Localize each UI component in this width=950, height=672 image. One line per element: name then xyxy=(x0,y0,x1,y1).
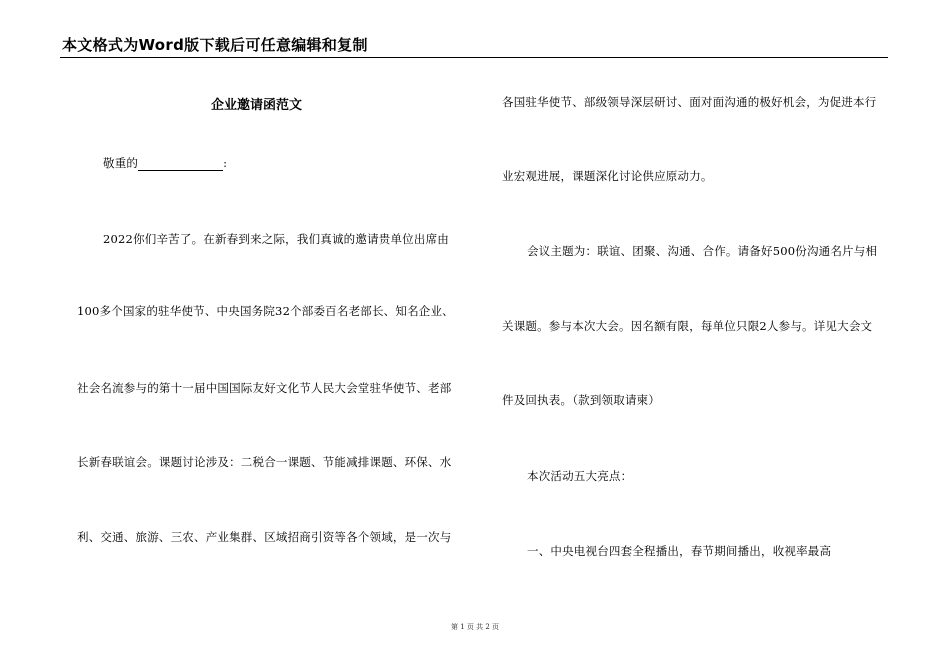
body-line-right-2: 业宏观进展，课题深化讨论供应原动力。 xyxy=(502,169,713,183)
salutation xyxy=(103,155,227,171)
body-line-left-4: 长新春联谊会。课题讨论涉及：二税合一课题、节能减排课题、环保、水 xyxy=(77,455,452,469)
body-line-right-6: 本次活动五大亮点： xyxy=(527,469,633,483)
document-title: 企业邀请函范文 xyxy=(211,98,303,113)
page-footer: 第 1 页 共 2 页 xyxy=(450,623,500,631)
body-line-right-7: 一、中央电视台四套全程播出，春节期间播出，收视率最高 xyxy=(527,544,832,558)
body-line-right-4: 关课题。参与本次大会。因名额有限，每单位只限2人参与。详见大会文 xyxy=(502,319,873,333)
body-line-left-2: 100多个国家的驻华使节、中央国务院32个部委百名老部长、知名企业、 xyxy=(77,304,454,318)
body-line-right-1: 各国驻华使节、部级领导深层研讨、面对面沟通的极好机会，为促进本行 xyxy=(502,95,877,109)
body-line-left-5: 利、交通、旅游、三农、产业集群、区域招商引资等各个领域，是一次与 xyxy=(77,530,452,544)
body-line-right-5: 件及回执表。（款到领取请柬） xyxy=(502,393,661,407)
salutation-suffix: : xyxy=(223,156,228,170)
header-divider xyxy=(60,57,888,58)
salutation-prefix: 敬重的 xyxy=(103,156,139,170)
document-header: 本文格式为Word版下载后可任意编辑和复制 xyxy=(62,36,368,54)
body-line-left-3: 社会名流参与的第十一届中国国际友好文化节人民大会堂驻华使节、老部 xyxy=(77,381,452,395)
salutation-blank xyxy=(138,156,223,171)
body-line-right-3: 会议主题为：联谊、团聚、沟通、合作。请备好500份沟通名片与相 xyxy=(527,244,878,258)
body-line-left-1: 2022你们辛苦了。在新春到来之际，我们真诚的邀请贵单位出席由 xyxy=(103,232,449,246)
